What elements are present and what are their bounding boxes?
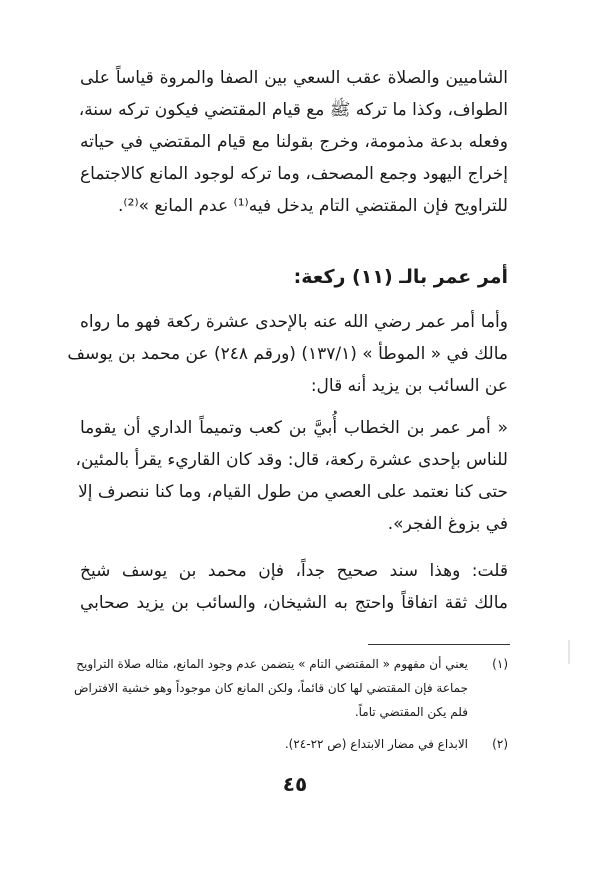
paragraph-4 bbox=[80, 555, 508, 619]
text-line: حتى كنا نعتمد على العصي من طول القيام، وما كنا ننصرف إلا bbox=[78, 482, 508, 502]
paragraph-2 bbox=[67, 306, 508, 402]
text-line: الطواف، وكذا ما تركه ﷺ مع قيام المقتضي فيكون تركه سنة، bbox=[78, 100, 508, 120]
footnote-separator bbox=[368, 644, 510, 645]
text-line: للتراويح فإن المقتضي التام يدخل فيه⁽¹⁾ عدم المانع »⁽²⁾. bbox=[118, 196, 508, 216]
paragraph-1 bbox=[80, 62, 508, 222]
quotation-paragraph bbox=[75, 412, 508, 540]
text-line: « أمر عمر بن الخطاب أُبيَّ بن كعب وتميماً الداري أن يقوما bbox=[80, 418, 508, 438]
section-heading: أمر عمر بالـ (١١) ركعة: bbox=[293, 266, 508, 288]
text-line: وفعله بدعة مذمومة، وخرج بقولنا مع قيام المقتضي في حياته bbox=[80, 132, 508, 152]
text-line: مالك ثقة اتفاقاً واحتج به الشيخان، والسائب بن يزيد صحابي bbox=[80, 593, 508, 613]
footnote-2 bbox=[80, 732, 508, 756]
footnote-number: (٢) bbox=[492, 737, 508, 751]
text-line: في بزوغ الفجر». bbox=[387, 514, 508, 534]
footnote-1 bbox=[74, 652, 508, 724]
footnote-line: فلم يكن المقتضي تاماً. bbox=[354, 705, 468, 719]
footnote-number: (١) bbox=[492, 657, 508, 671]
text-line: مالك في « الموطأ » (١٣٧/١) (ورقم ٢٤٨) عن محمد بن يوسف bbox=[67, 344, 508, 364]
footnote-line: يعني أن مفهوم « المقتضي التام » يتضمن عدم وجود المانع، مثاله صلاة التراويح bbox=[76, 657, 468, 671]
scan-edge-mark bbox=[568, 640, 570, 664]
text-line: للناس بإحدى عشرة ركعة، قال: وقد كان القاريء يقرأ بالمئين، bbox=[75, 450, 508, 470]
text-line: عن السائب بن يزيد أنه قال: bbox=[310, 376, 508, 396]
text-line: الشاميين والصلاة عقب السعي بين الصفا والمروة قياساً على bbox=[80, 68, 508, 88]
text-line: إخراج اليهود وجمع المصحف، وما تركه لوجود المانع كالاجتماع bbox=[80, 164, 508, 184]
text-line: قلت: وهذا سند صحيح جداً، فإن محمد بن يوسف شيخ bbox=[80, 561, 508, 581]
page-number: ٤٥ bbox=[282, 772, 308, 796]
footnote-line: جماعة فإن المقتضي لها كان قائماً، ولكن المانع كان موجوداً وهو خشية الافتراض bbox=[74, 681, 468, 695]
text-line: وأما أمر عمر رضي الله عنه بالإحدى عشرة ركعة فهو ما رواه bbox=[80, 312, 508, 332]
footnote-line: الابداع في مضار الابتداع (ص ٢٢-٢٤). bbox=[284, 737, 468, 751]
